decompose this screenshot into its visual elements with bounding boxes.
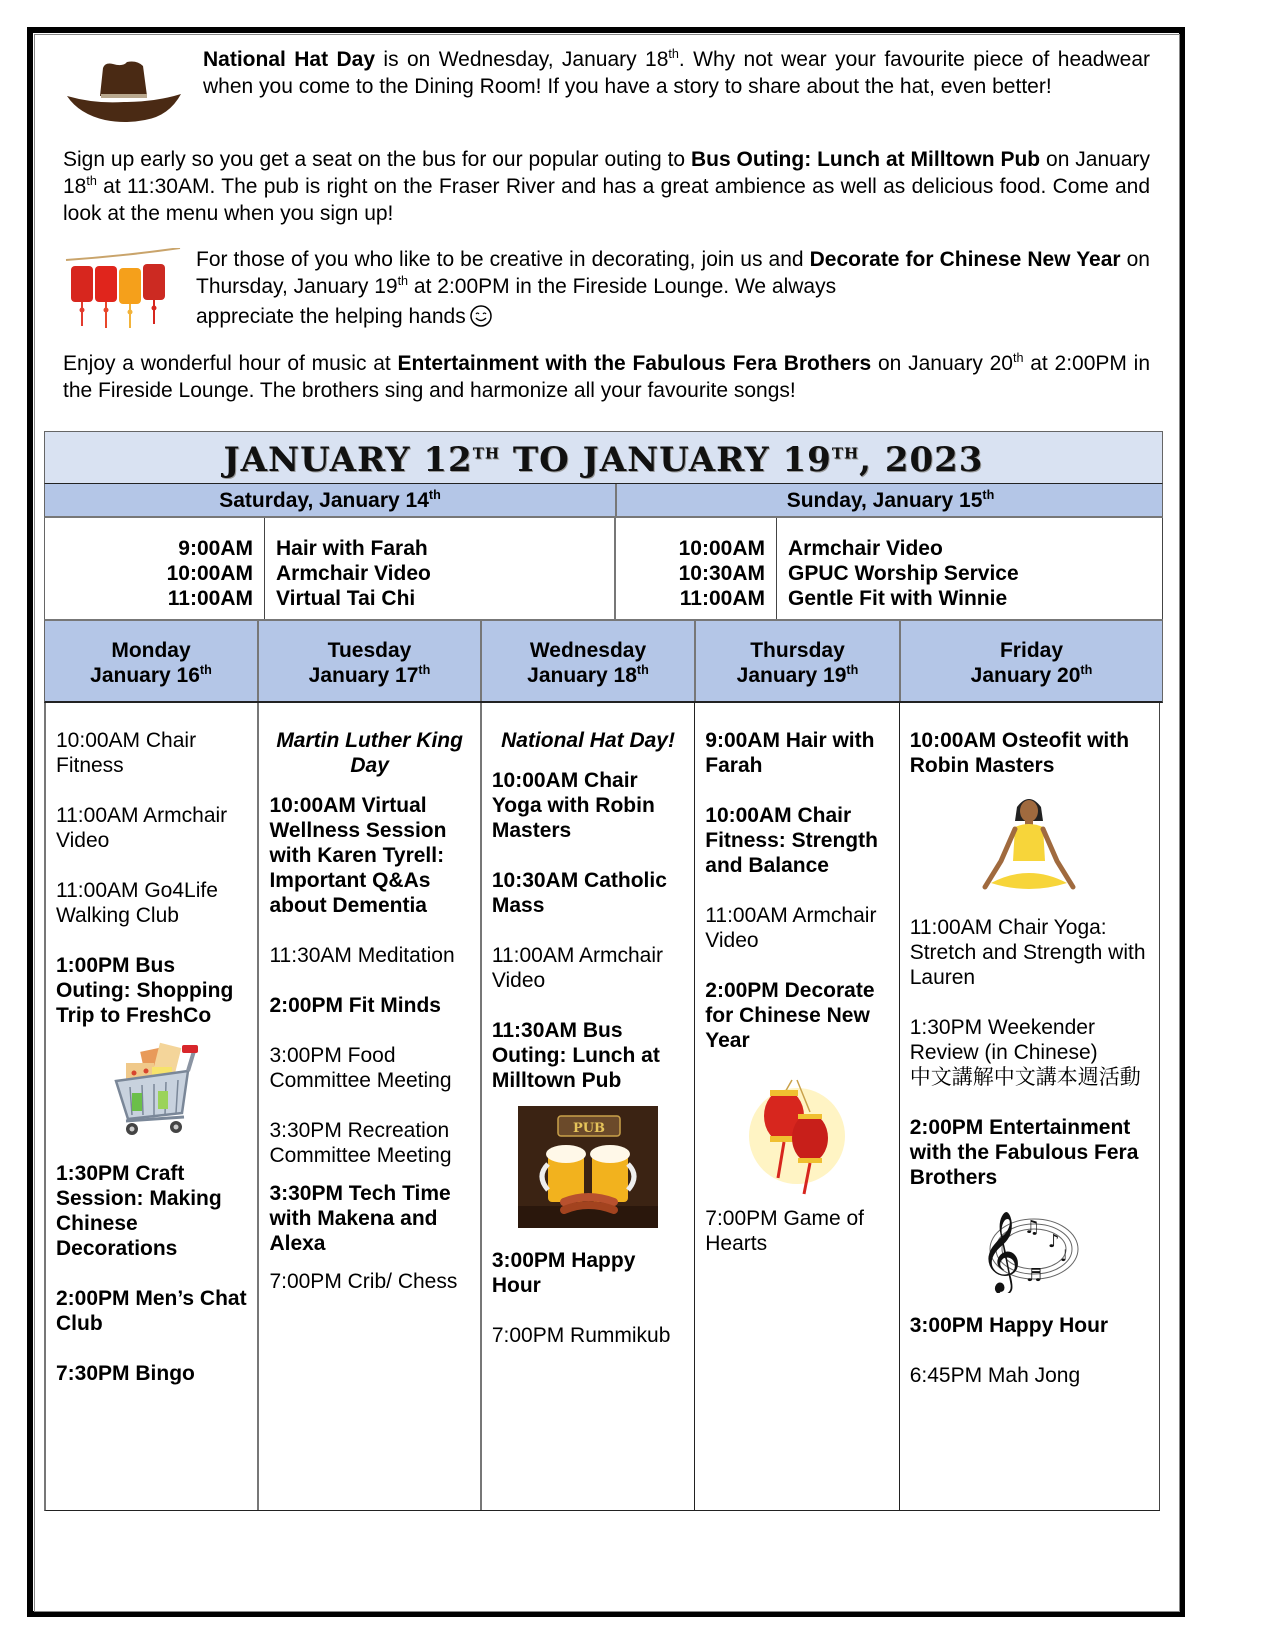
event: 2:00PM Decorate for Chinese New Year (705, 979, 875, 1052)
event: 10:00AM Chair Fitness (56, 729, 197, 777)
friday-column (900, 703, 1160, 1510)
holiday-label: Martin Luther King Day (276, 729, 463, 777)
holiday-label: National Hat Day! (501, 729, 675, 752)
tuesday-column (259, 703, 481, 1510)
event: 10:00AM Chair Fitness: Strength and Balance (705, 804, 878, 877)
event: 1:30PM Craft Session: Making Chinese Decorations (56, 1162, 222, 1260)
event: 2:00PM Entertainment with the Fabulous Fera Brothers (909, 1116, 1139, 1189)
hat-day-paragraph: National Hat Day is on Wednesday, January 18th. Why not wear your favourite piece of headwear when you come to the Dining Room! If you have a story to share about the hat, even better! (203, 47, 1151, 98)
event: 3:00PM Food Committee Meeting (269, 1044, 452, 1092)
event: 3:30PM Tech Time with Makena and Alexa (269, 1182, 451, 1255)
svg-text:𝄞: 𝄞 (980, 1210, 1022, 1292)
event: 11:00AM Chair Yoga: Stretch and Strength with Lauren (909, 916, 1146, 989)
svg-text:♫: ♫ (1024, 1217, 1041, 1238)
weekly-calendar (44, 431, 1163, 1511)
event: 10:00AM Chair Yoga with Robin Masters (491, 769, 655, 842)
event: 7:00PM Crib/ Chess (269, 1270, 458, 1293)
cowboy-hat-icon (65, 58, 183, 124)
event: 11:30AM Meditation (269, 944, 455, 967)
decorate-paragraph: For those of you who like to be creative in decorating, join us and Decorate for Chinese New Year on Thursday, January 19th at 2:00PM in the Fireside Lounge. We always appreciate the helping hands (196, 248, 1150, 328)
saturday-header: Saturday, January 14th (45, 484, 617, 516)
saturday-schedule (45, 518, 616, 619)
shopping-cart-icon (102, 1041, 202, 1141)
tuesday-header: Tuesday January 17th (259, 621, 482, 701)
pub-sign-text: PUB (572, 1121, 606, 1136)
hat-day-title: National Hat Day (203, 48, 376, 71)
smiley-icon (470, 305, 492, 327)
event: 3:00PM Happy Hour (491, 1249, 636, 1297)
thursday-header: Thursday January 19th (696, 621, 901, 701)
event: 11:00AM Go4Life Walking Club (56, 879, 218, 927)
svg-text:♪: ♪ (1048, 1231, 1060, 1252)
event: 1:00PM Bus Outing: Shopping Trip to FreshCo (56, 954, 234, 1027)
event: 11:00AM Armchair Video (705, 904, 877, 952)
weekday-header-row (44, 619, 1163, 703)
wednesday-column (482, 703, 695, 1510)
svg-text:♩: ♩ (1060, 1246, 1068, 1265)
event: 10:30AM Catholic Mass (491, 869, 667, 917)
chinese-lanterns-icon (742, 1078, 852, 1198)
event: 10:00AM Virtual Wellness Session with Karen Tyrell: Important Q&As about Dementia (269, 794, 447, 917)
entertainment-title: Entertainment with the Fabulous Fera Brothers (397, 352, 872, 375)
event: 2:00PM Fit Minds (269, 994, 441, 1017)
decorate-title: Decorate for Chinese New Year (809, 248, 1121, 271)
event: 7:30PM Bingo (56, 1362, 195, 1385)
weekend-schedule-row (44, 518, 1163, 619)
saturday-times: 9:00AM 10:00AM 11:00AM (45, 518, 265, 619)
event: 6:45PM Mah Jong (909, 1364, 1081, 1387)
event: 3:30PM Recreation Committee Meeting (269, 1119, 452, 1167)
event: 2:00PM Men’s Chat Club (56, 1287, 247, 1335)
weekend-header-row (44, 484, 1163, 518)
event-chinese: 中文講解中文講本週活動 (909, 1065, 1141, 1089)
svg-text:♬: ♬ (1026, 1265, 1043, 1286)
bus-outing-paragraph: Sign up early so you get a seat on the bus for our popular outing to Bus Outing: Lunch at Milltown Pub on January 18th at 11:30AM. The pub is right on the Fraser River and has a great ambience as well as delicious food. Come and look at the menu when you sign up! (63, 148, 1150, 225)
friday-header: Friday January 20th (970, 639, 1093, 687)
pub-beer-icon (518, 1106, 658, 1228)
monday-column (46, 703, 259, 1510)
event: 7:00PM Game of Hearts (705, 1207, 865, 1255)
yoga-meditation-icon (977, 791, 1081, 895)
calendar-title: JANUARY 12TH TO JANUARY 19TH, 2023 (44, 431, 1163, 484)
event: 3:00PM Happy Hour (909, 1314, 1109, 1337)
entertainment-paragraph: Enjoy a wonderful hour of music at Entertainment with the Fabulous Fera Brothers on January 20th at 2:00PM in the Fireside Lounge. The brothers sing and harmonize all your favourite songs! (63, 351, 1150, 402)
event: 7:00PM Rummikub (491, 1324, 671, 1347)
sunday-times: 10:00AM 10:30AM 11:00AM (616, 518, 777, 619)
thursday-column (695, 703, 899, 1510)
event: 11:30AM Bus Outing: Lunch at Milltown Pub (491, 1019, 660, 1092)
sunday-header: Sunday, January 15th (786, 488, 995, 512)
music-notes-icon (974, 1203, 1084, 1293)
weekday-schedule-row (44, 703, 1160, 1511)
monday-header: Monday January 16th (45, 621, 259, 701)
event: 9:00AM Hair with Farah (705, 729, 875, 777)
event: 1:30PM Weekender Review (in Chinese) (909, 1016, 1098, 1064)
paper-lanterns-icon (64, 248, 182, 332)
saturday-events: Hair with Farah Armchair Video Virtual Tai Chi (276, 537, 431, 610)
event: 11:00AM Armchair Video (56, 804, 228, 852)
event: 11:00AM Armchair Video (491, 944, 664, 992)
event: 10:00AM Osteofit with Robin Masters (909, 729, 1130, 777)
sunday-events: Armchair Video GPUC Worship Service Gentle Fit with Winnie (787, 537, 1019, 610)
bus-outing-title: Bus Outing: Lunch at Milltown Pub (690, 148, 1041, 171)
sunday-schedule (616, 518, 1162, 619)
wednesday-header: Wednesday January 18th (482, 621, 696, 701)
